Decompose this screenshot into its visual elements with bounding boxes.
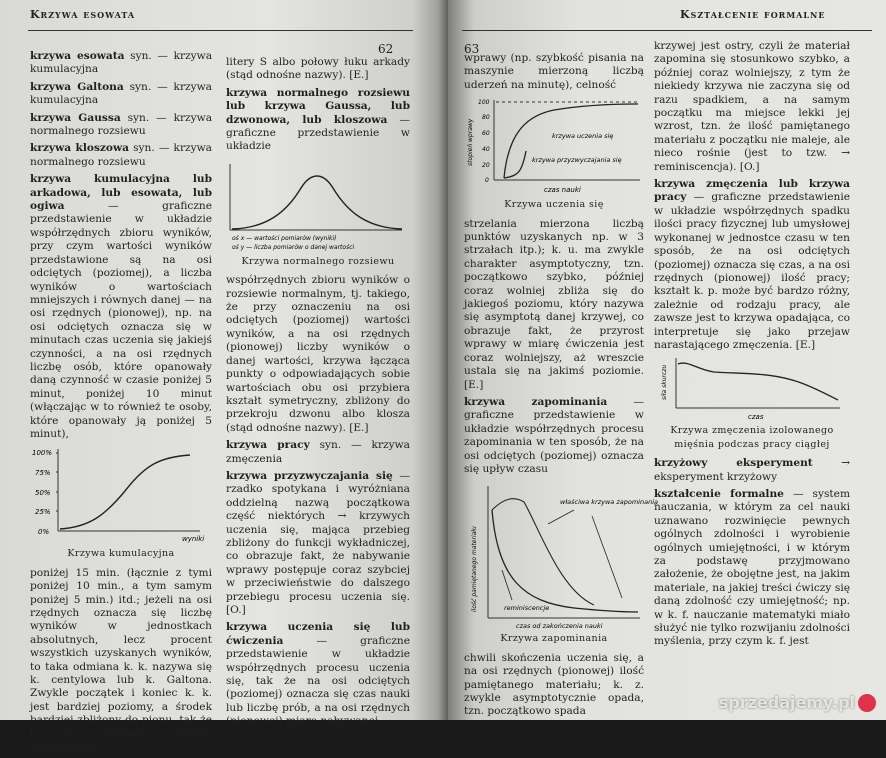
entry-headword: krzywa uczenia się lub ćwiczenia <box>226 621 410 647</box>
entry <box>30 173 212 441</box>
entry-headword: krzywa Gaussa <box>30 111 121 124</box>
y-tick-100: 100% <box>32 449 53 458</box>
entry-headword: krzywa zapominania <box>464 395 608 408</box>
right-head-rule <box>462 30 872 31</box>
entry-body: — graficzne przedstawienie w układzie współrzędnych zbioru wyników, przy czym wartości wyników przedstawione są na osi odciętych (poziomej), a liczba wyników o wartościach mniejszych i równych danej — na osi rzędnych (pionowej), np. na osi odciętych oznacza się w minutach czas uczenia się jakiejś czynności, a na osi rzędnych liczbę osób, które opanowały daną czynność w czasie poniżej 5 minut, poniżej 10 minut (włączając w to również te osoby, które opanowały ją poniżej 5 minut), <box>30 200 212 440</box>
right-col-1 <box>464 52 659 723</box>
curve-label: krzywa uczenia się <box>552 132 614 141</box>
figure-caption: Krzywa kumulacyjna <box>67 548 175 560</box>
entry-headword: krzywa kumulacyjna lub arkadowa, lub esowata, lub ogiwa <box>30 173 212 213</box>
entry <box>654 488 850 649</box>
y-axis-label: siła skurczu <box>661 365 668 401</box>
entry-headword: krzyżowy eksperyment <box>654 457 813 470</box>
y-tick-75: 75% <box>35 469 51 478</box>
entry-headword: krzywa esowata <box>30 50 125 62</box>
right-page <box>448 0 886 720</box>
y-tick-50: 50% <box>35 489 51 498</box>
normal-curve-figure <box>226 158 408 253</box>
learning-curve <box>504 104 638 178</box>
entry-continuation: strzelania mierzona liczbą punktów uzyskanych np. w 3 strzałach itp.); k. u. ma zwykle charakter asymptotyczny, tzn. początkowo szybko, później coraz wolniej zbliża się do jakiegoś poziomu, który nazywa się asymptotą danej krzywej, co obrazuje fakt, że przyrost wprawy w miarę ćwiczenia jest coraz wolniejszy, aż wreszcie ustala się na jakimś poziomie. [E.] <box>464 217 644 391</box>
y-tick-25: 25% <box>35 508 51 517</box>
watermark-text: sprzedajemy.pl <box>718 692 855 712</box>
forgetting-curve <box>492 510 638 612</box>
entry <box>226 87 410 154</box>
figure-caption: Krzywa zapominania <box>500 633 608 645</box>
entry <box>654 178 850 352</box>
entry-body: syn. — krzywa normalnego rozsiewu <box>30 111 213 138</box>
right-page-number: 63 <box>464 42 480 56</box>
left-page-number: 62 <box>378 42 394 56</box>
entry <box>226 621 410 728</box>
entry-body: — rzadko spotykana i wyróżniana oddzielną nazwą początkowa część niektórych → krzywych uczenia się, mająca przebieg zbliżony do funkcji wykładniczej, co obrazuje fakt, że nabywanie wprawy postępuje coraz szybciej w przeciwieństwie do dalszego przebiegu procesu uczenia się. [O.] <box>226 469 410 616</box>
right-col-2 <box>654 40 850 653</box>
entry-body: — graficzne przedstawienie w układzie współrzędnych spadku ilości pracy fizycznej lub umysłowej wykonanej w jednostce czasu w ten sposób, że na osi odciętych (poziomej) oznacza się czas, a na osi rzędnych (pionowej) ilość pracy; kształt k. p. może być bardzo różny, zależnie od rodzaju pracy, ale zawsze jest to krzywa opadająca, co interpretuje się jako przejaw narastającego zmęczenia. [E.] <box>654 191 850 351</box>
y-tick: 60 <box>482 130 490 138</box>
entry-headword: krzywa pracy <box>226 439 310 452</box>
entry-body: syn. — krzywa zmęczenia <box>226 439 410 465</box>
learning-curve-figure <box>464 96 644 196</box>
entry-headword: krzywa Galtona <box>30 80 124 93</box>
cumulative-curve-figure <box>30 445 210 545</box>
y-tick: 80 <box>482 114 490 122</box>
entry <box>464 396 644 476</box>
entry-body: syn. — krzywa kumulacyjna <box>30 80 212 107</box>
entry-headword: krzywa kloszowa <box>30 142 129 155</box>
entry-continuation: wprawy (np. szybkość pisania na maszynie mierzoną liczbą uderzeń na minutę), celność <box>464 52 644 91</box>
y-tick: 0 <box>485 177 489 185</box>
entry-continuation: litery S albo połowy łuku arkady (stąd odnośne nazwy). [E.] <box>226 56 410 82</box>
entry <box>30 142 212 169</box>
entry <box>30 81 212 108</box>
y-axis-legend: oś y — liczba pomiarów o danej wartości <box>232 243 355 251</box>
y-tick: 20 <box>482 162 490 170</box>
entry <box>226 470 410 617</box>
entry-headword: krzywa zmęczenia lub krzywa pracy <box>654 178 850 204</box>
entry-body: syn. — krzywa normalnego rozsiewu <box>30 142 212 168</box>
entry <box>226 439 410 466</box>
x-axis-label: czas <box>748 413 764 422</box>
entry-continuation: współrzędnych zbioru wyników o rozsiewie normalnym, tj. takiego, że przy oznaczeniu na osi odciętych (poziomej) wartości wyników, a na osi rzędnych (pionowej) liczby wyników o danej wartości, krzywa łącząca punkty o odpowiadających sobie wartościach obu osi przybiera kształt symetryczny, zbliżony do przekroju dzwonu albo klosza (stąd odnośne nazwy). [E.] <box>226 274 410 434</box>
x-axis-label: czas od zakończenia nauki <box>516 622 603 631</box>
curve-label: właściwa krzywa zapominania <box>560 498 659 507</box>
watermark-logo-icon <box>858 694 876 712</box>
reminiscence-curve <box>492 499 594 605</box>
entry-body: — graficzne przedstawienie w układzie <box>226 113 410 153</box>
figure-caption: Krzywa zmęczenia izolowanego mięśnia podczas pracy ciągłej <box>670 425 834 450</box>
right-running-head: Kształcenie formalne <box>680 8 826 21</box>
y-tick-0: 0% <box>38 528 50 537</box>
left-running-head: Krzywa esowata <box>30 8 136 21</box>
y-axis-label: stopień wprawy <box>467 118 474 167</box>
x-axis-label: czas nauki <box>544 186 581 195</box>
entry-headword: krzywa przyzwyczajania się <box>226 469 393 482</box>
left-head-rule <box>28 30 413 31</box>
x-axis-label: wyniki <box>182 535 205 544</box>
bell-curve <box>232 176 402 229</box>
entry-headword: kształcenie formalne <box>654 487 784 500</box>
curve-label: krzywa przyzwyczajania się <box>532 156 622 165</box>
entry <box>30 112 212 139</box>
entry-body: — system nauczania, w którym za cel nauki uznawano rozwinięcie pewnych ogólnych zdolności i wyrobienie ogólnych umiejętności, i w którym za podstawę przyjmowano założenie, że obojętne jest, na jakim materiale, na jakiej treści ćwiczy się daną zdolność czy umiejętność; np. w k. f. nauczanie matematyki miało służyć nie tylko rozwijaniu zdolności myślenia, przy czym k. f. jest <box>654 487 850 648</box>
entry-body: syn. — krzywa kumulacyjna <box>30 50 213 76</box>
fatigue-curve <box>678 363 838 400</box>
entry-headword: krzywa normalnego rozsiewu lub krzywa Gaussa, lub dzwonowa, lub kloszowa <box>226 86 410 126</box>
y-tick: 100 <box>478 99 490 107</box>
x-axis-legend: oś x — wartości pomiarów (wyniki) <box>232 234 337 242</box>
entry-body: → eksperyment krzyżowy <box>654 457 850 483</box>
habituation-curve <box>504 151 526 178</box>
entry-body: — graficzne przedstawienie w układzie współrzędnych procesu uczenia się, tak że na osi odciętych (poziomej) oznacza się czas nauki lub liczbę prób, a na osi rzędnych (pionowej) miarę nabywanej <box>226 634 411 728</box>
left-col-2 <box>226 56 410 733</box>
watermark <box>719 693 876 713</box>
entry <box>30 50 212 77</box>
forgetting-curve-figure <box>464 480 659 631</box>
fatigue-curve-figure <box>654 356 844 422</box>
entry-body: — graficzne przedstawienie w układzie współrzędnych procesu zapominania w ten sposób, że na osi odciętych (poziomej) oznacza się upływ czasu <box>464 395 645 475</box>
entry <box>654 457 850 484</box>
entry-continuation: krzywej jest ostry, czyli że materiał zapomina się stosunkowo szybko, a później coraz wolniejszy, z tym że niekiedy krzywa nie zaczyna się od razu spadkiem, a na samym początku ma miejsce lekki jej wzrost, tzn. że ilość pamiętanego materiału z początku nie maleje, ale nieco rośnie (jest to tzw. → reminiscencja). [O.] <box>654 40 850 173</box>
y-tick: 40 <box>482 146 490 154</box>
curve-label: reminiscencje <box>504 604 550 613</box>
figure-caption: Krzywa normalnego rozsiewu <box>241 255 395 267</box>
entry-continuation: poniżej 15 min. (łącznie z tymi poniżej 10 min., a tym samym poniżej 5 min.) itd.; jeżeli na osi rzędnych oznacza się liczbę wyników w jednostkach absolutnych, lecz procent wszystkich uzyskanych wyników, to taka odmiana k. k. nazywa się k. centylowa lub k. Galtona. Zwykle początek i koniec k. k. jest bardziej poziomy, a środek bardziej zbliżony do pionu, tak że k. k. przybiera kształt rozciągniętej <box>30 566 212 754</box>
left-col-1 <box>30 50 212 758</box>
cumulative-curve <box>60 455 190 529</box>
entry-continuation: chwili skończenia uczenia się, a na osi rzędnych (pionowej) ilość pamiętanego materiału; k. z. zwykle asymptotycznie opada, tzn. początkowo spada <box>464 651 644 718</box>
figure-caption: Krzywa uczenia się <box>504 199 604 211</box>
y-axis-label: ilość pamiętanego materiału <box>471 526 478 613</box>
